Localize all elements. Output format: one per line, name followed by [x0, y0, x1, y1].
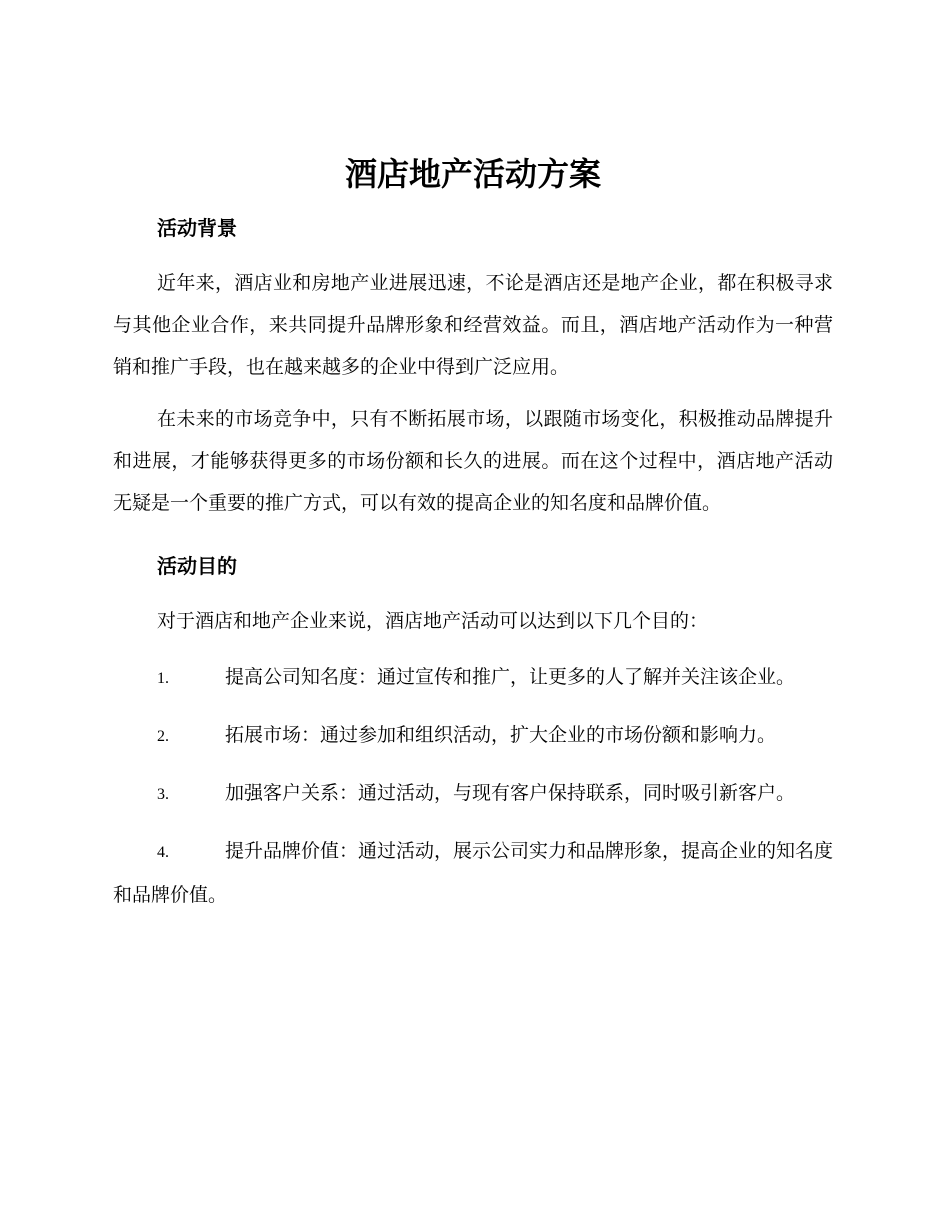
section-heading-purpose: 活动目的	[157, 554, 237, 578]
list-number: 4.	[157, 844, 169, 861]
paragraph: 在未来的市场竞争中，只有不断拓展市场，以跟随市场变化，积极推动品牌提升和进展，才能够获得更多的市场份额和长久的进展。而在这个过程中，酒店地产活动无疑是一个重要的推广方式，可以有效的提高企业的知名度和品牌价值。	[113, 408, 833, 514]
list-item-text: 拓展市场：通过参加和组织活动，扩大企业的市场份额和影响力。	[225, 724, 777, 746]
list-item-text: 提高公司知名度：通过宣传和推广，让更多的人了解并关注该企业。	[225, 666, 796, 688]
list-item	[113, 830, 833, 916]
list-number: 2.	[157, 728, 169, 745]
paragraph: 对于酒店和地产企业来说，酒店地产活动可以达到以下几个目的：	[157, 610, 709, 632]
document-page	[113, 150, 833, 916]
list-item	[113, 656, 833, 700]
section-heading-background: 活动背景	[157, 216, 237, 240]
paragraph: 近年来，酒店业和房地产业进展迅速，不论是酒店还是地产企业，都在积极寻求与其他企业合作，来共同提升品牌形象和经营效益。而且，酒店地产活动作为一种营销和推广手段，也在越来越多的企业中得到广泛应用。	[113, 272, 833, 378]
list-item	[113, 714, 833, 758]
list-item-text: 加强客户关系：通过活动，与现有客户保持联系，同时吸引新客户。	[225, 782, 796, 804]
list-item-text: 提升品牌价值：通过活动，展示公司实力和品牌形象，提高企业的知名度和品牌价值。	[113, 840, 834, 906]
list-number: 1.	[157, 670, 169, 687]
list-number: 3.	[157, 786, 169, 803]
document-title: 酒店地产活动方案	[344, 155, 601, 193]
list-item	[113, 772, 833, 816]
